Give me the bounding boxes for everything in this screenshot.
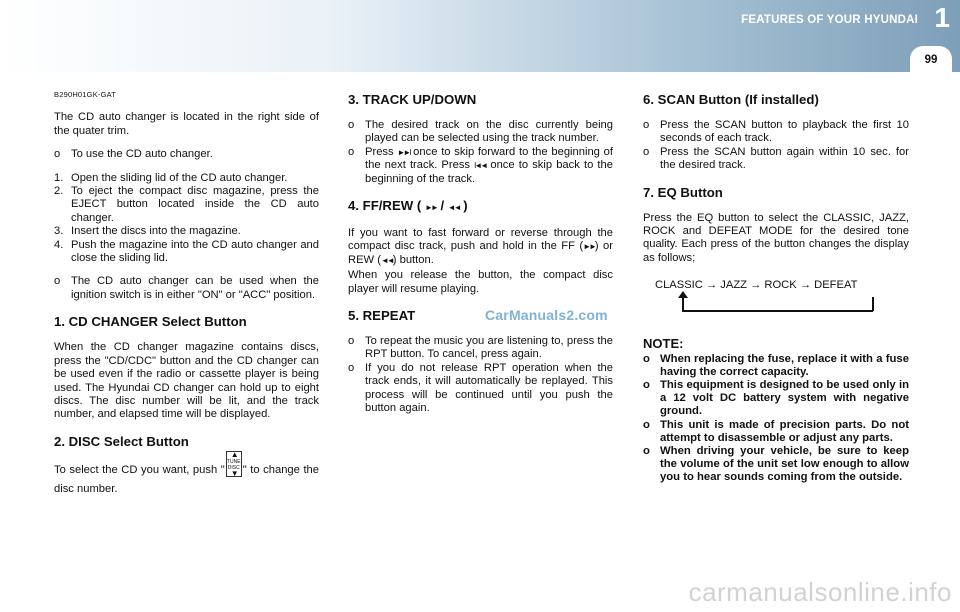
page-number: 99: [910, 46, 952, 72]
watermark-mid: CarManuals2.com: [485, 307, 608, 323]
list-item: o If you do not release RPT operation when the track ends, it will automatically be replayed. This process will be continued until you push the button again.: [348, 361, 613, 415]
eq-mode-diagram: [655, 279, 909, 323]
list-item: o The desired track on the disc currently being played can be selected using the track number.: [348, 119, 613, 145]
list-item: o This unit is made of precision parts. Do not attempt to disassemble or adjust any parts.: [643, 418, 909, 444]
list-item: 3. Insert the discs into the magazine.: [54, 225, 241, 238]
column-middle: [348, 88, 613, 426]
next-track-icon: ►►I: [397, 147, 410, 157]
paragraph: Press the EQ button to select the CLASSIC, JAZZ, ROCK and DEFEAT MODE for the desired tone quality. Each press of the button changes the display as follows;: [643, 211, 909, 264]
list-item: o The CD auto changer can be used when the ignition switch is in either "ON" or "ACC" position.: [54, 275, 319, 301]
note-list: [643, 353, 909, 485]
section-title: FEATURES OF YOUR HYUNDAI: [741, 14, 918, 26]
loop-line: [682, 296, 684, 311]
eq-mode-sequence: CLASSIC → JAZZ → ROCK → DEFEAT: [655, 279, 858, 292]
bullet-list: [54, 275, 319, 302]
list-item: 2. To eject the compact disc magazine, press the EJECT button located inside the CD auto changer.: [54, 185, 319, 224]
heading-repeat: 5. REPEAT: [348, 308, 416, 324]
ff-icon: ►►: [424, 203, 437, 213]
heading-disc-select: 2. DISC Select Button: [54, 433, 189, 449]
loop-line: [872, 297, 874, 311]
heading-cd-changer: 1. CD CHANGER Select Button: [54, 314, 247, 330]
rew-icon: ◄◄: [380, 255, 393, 265]
heading-ff-rew: 4. FF/REW ( ►► / ◄◄ ): [348, 198, 468, 214]
list-item: o Press the SCAN button again within 10 sec. for the desired track.: [643, 145, 909, 172]
ff-icon: ►►: [583, 242, 595, 252]
note-title: NOTE:: [643, 336, 684, 352]
tune-disc-icon: ▲ TUNE DISC ▼: [226, 449, 241, 478]
bullet-list: [348, 119, 613, 186]
list-item: o To repeat the music you are listening to, press the RPT button. To cancel, press again.: [348, 335, 613, 361]
list-item: o When replacing the fuse, replace it with a fuse having the correct capacity.: [643, 352, 909, 378]
bullet-list: [348, 335, 613, 415]
column-right: [643, 88, 909, 495]
steps-list: [54, 172, 319, 266]
paragraph: When the CD changer magazine contains discs, press the "CD/CDC" button and the CD changer can be used even if the radio or cassette player is being used. The Hyundai CD changer can hold up to eight discs. The disc number will be lit, and the track number, and elapsed time will be displayed.: [54, 341, 319, 421]
list-item: o Press the SCAN button to playback the first 10 seconds of each track.: [643, 119, 909, 145]
chapter-number: 1: [934, 2, 950, 33]
loop-line: [682, 310, 873, 312]
list-item: 4. Push the magazine into the CD auto changer and close the sliding lid.: [54, 238, 319, 265]
document-code: B290H01GK-GAT: [54, 90, 117, 99]
list-item: o To use the CD auto changer.: [54, 148, 213, 161]
rew-icon: ◄◄: [447, 203, 460, 213]
list-item: o Press ►►I once to skip forward to the beginning of the next track. Press I◄◄ once to skip back to the beginning of the track.: [348, 145, 613, 185]
heading-track: 3. TRACK UP/DOWN: [348, 92, 477, 107]
paragraph: When you release the button, the compact disc player will resume playing.: [348, 269, 613, 295]
column-left: [54, 88, 319, 506]
heading-scan: 6. SCAN Button (If installed): [643, 92, 819, 107]
prev-track-icon: I◄◄: [474, 161, 487, 171]
intro-paragraph: The CD auto changer is located in the right side of the quater trim.: [54, 111, 319, 137]
bullet-list: [54, 148, 319, 161]
list-item: 1. Open the sliding lid of the CD auto changer.: [54, 171, 288, 184]
heading-eq: 7. EQ Button: [643, 184, 723, 200]
list-item: o When driving your vehicle, be sure to keep the volume of the unit set low enough to allow you to hear sounds coming from the outside.: [643, 445, 909, 484]
watermark-bottom: carmanualsonline.info: [688, 577, 952, 607]
paragraph: To select the CD you want, push "▲ TUNE DISC ▼ " to change the disc number.: [54, 449, 319, 495]
list-item: o This equipment is designed to be used only in a 12 volt DC battery system with negative ground.: [643, 379, 909, 418]
page-header: [0, 0, 960, 72]
paragraph: If you want to fast forward or reverse through the compact disc track, push and hold in the FF (►►) or REW (◄◄) button.: [348, 227, 614, 266]
bullet-list: [643, 119, 909, 173]
